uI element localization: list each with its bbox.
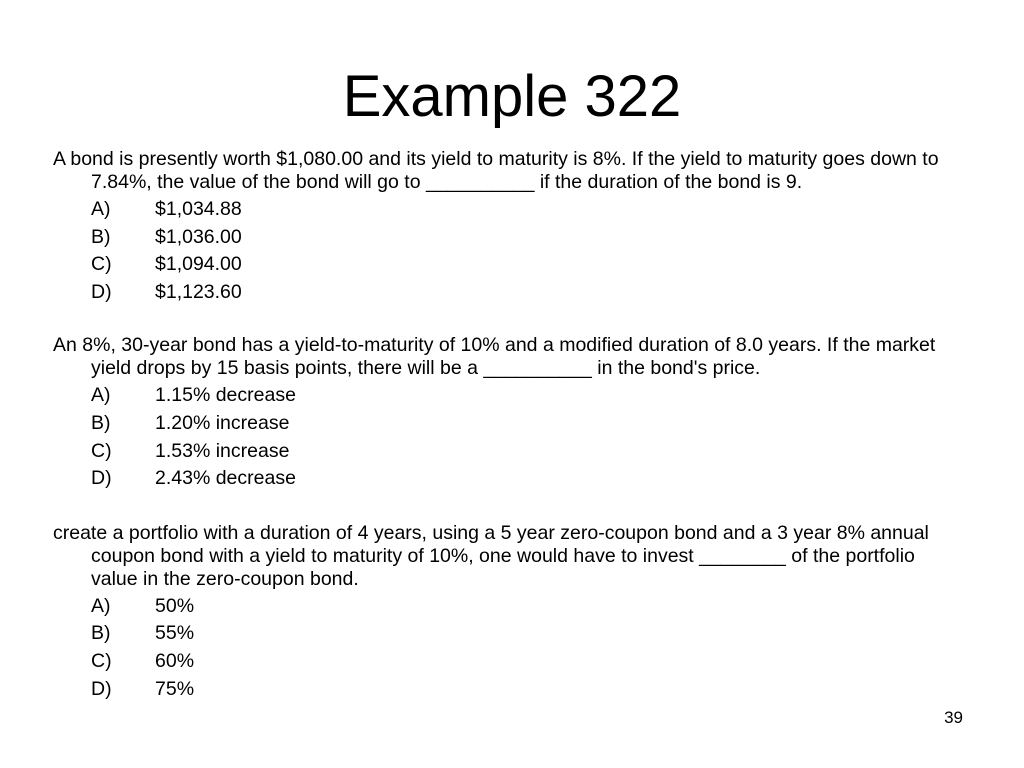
option-letter: D) bbox=[91, 677, 112, 700]
option-letter: D) bbox=[91, 280, 112, 303]
option-letter: B) bbox=[91, 622, 111, 645]
option-letter: A) bbox=[91, 594, 111, 617]
slide-body bbox=[53, 148, 963, 705]
answer-option-d bbox=[91, 467, 963, 490]
answer-option-a bbox=[91, 384, 963, 407]
slide-title: Example 322 bbox=[342, 64, 682, 129]
answer-option-c bbox=[91, 253, 963, 276]
answer-option-d bbox=[91, 678, 963, 701]
option-letter: C) bbox=[91, 649, 112, 672]
option-text: 1.15% decrease bbox=[155, 384, 296, 407]
option-text: 1.20% increase bbox=[155, 411, 290, 434]
answer-option-c bbox=[91, 440, 963, 463]
answer-option-b bbox=[91, 622, 963, 645]
option-text: $1,123.60 bbox=[155, 280, 242, 303]
option-text: 50% bbox=[155, 594, 195, 617]
question-text: An 8%, 30-year bond has a yield-to-maturity of 10% and a modified duration of 8.0 years. If the market yield drops by 15 basis points, there will be a __________ in the bond's price. bbox=[53, 334, 936, 380]
option-text: $1,036.00 bbox=[155, 225, 242, 248]
option-letter: B) bbox=[91, 411, 111, 434]
question-2 bbox=[53, 334, 963, 490]
option-letter: A) bbox=[91, 198, 111, 220]
option-text: $1,034.88 bbox=[155, 198, 242, 220]
question-1 bbox=[53, 148, 963, 304]
option-text: 60% bbox=[155, 649, 195, 672]
answer-option-a bbox=[91, 595, 963, 618]
answer-option-a bbox=[91, 198, 963, 221]
option-letter: D) bbox=[91, 467, 112, 490]
option-letter: C) bbox=[91, 253, 112, 276]
answer-options bbox=[91, 595, 963, 701]
spacer bbox=[53, 495, 963, 522]
option-text: 75% bbox=[155, 677, 195, 700]
option-letter: B) bbox=[91, 225, 111, 248]
option-text: 1.53% increase bbox=[155, 439, 290, 462]
answer-option-c bbox=[91, 650, 963, 673]
option-text: $1,094.00 bbox=[155, 253, 242, 276]
answer-options bbox=[91, 198, 963, 304]
question-text: A bond is presently worth $1,080.00 and its yield to maturity is 8%. If the yield to maturity goes down to 7.84%, the value of the bond will go to __________ if the duration of the bond is 9. bbox=[53, 148, 939, 193]
option-text: 55% bbox=[155, 622, 195, 645]
page-number: 39 bbox=[944, 708, 963, 727]
option-text: 2.43% decrease bbox=[155, 467, 296, 490]
option-letter: C) bbox=[91, 439, 112, 462]
answer-option-b bbox=[91, 412, 963, 435]
answer-option-b bbox=[91, 226, 963, 249]
option-letter: A) bbox=[91, 384, 111, 407]
question-text: create a portfolio with a duration of 4 years, using a 5 year zero-coupon bond and a 3 year 8% annual coupon bond with a yield to maturity of 10%, one would have to invest ________ of the portfolio value in the zero-coupon bond. bbox=[53, 521, 929, 590]
spacer bbox=[53, 308, 963, 334]
answer-option-d bbox=[91, 281, 963, 304]
answer-options bbox=[91, 384, 963, 490]
question-3 bbox=[53, 522, 963, 701]
